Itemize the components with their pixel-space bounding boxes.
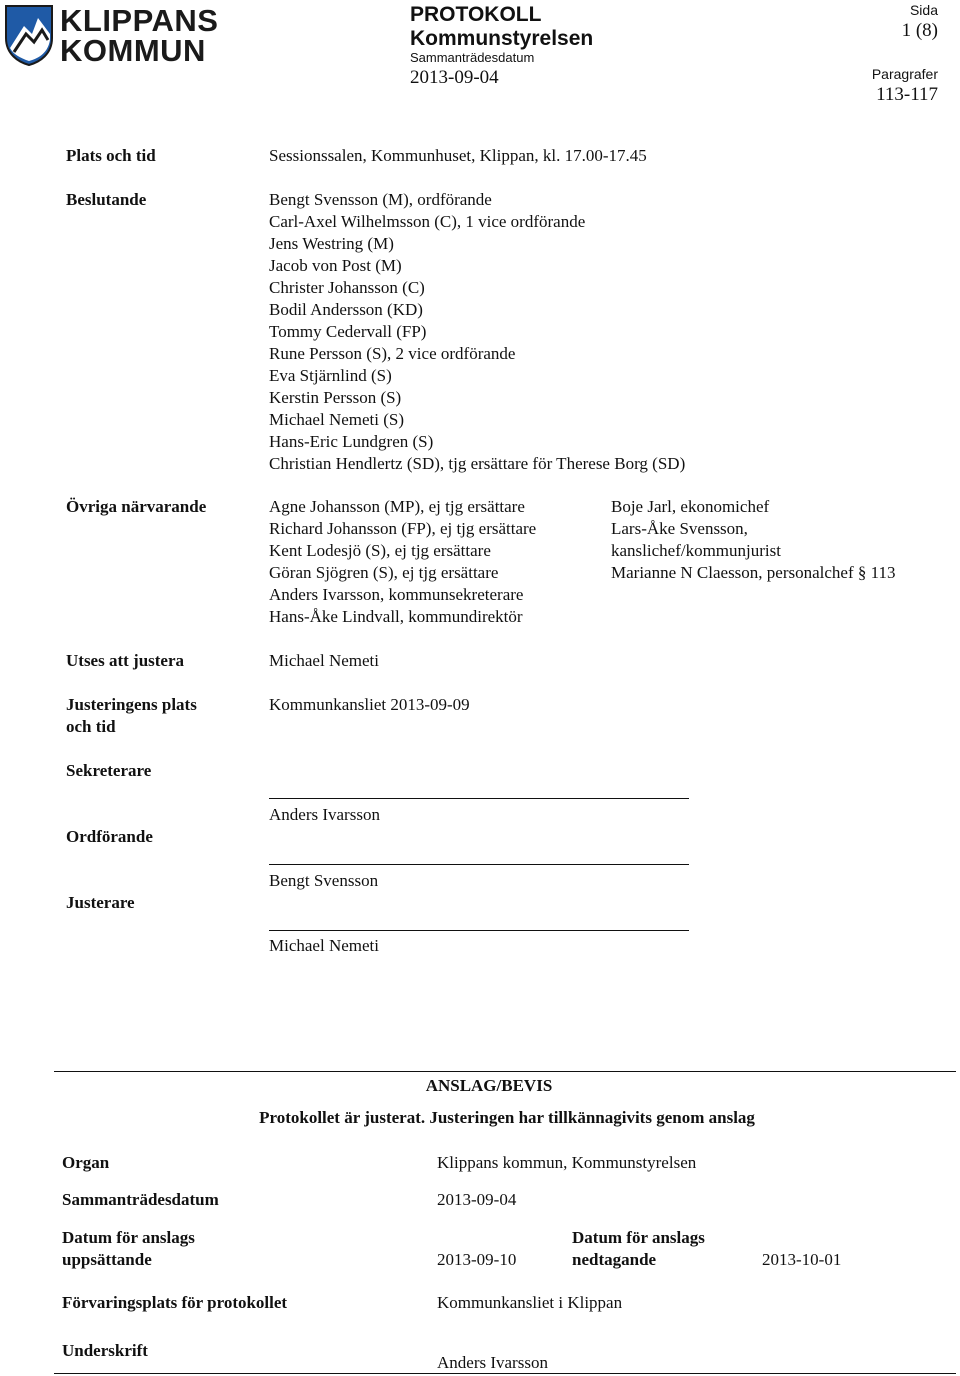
list-item: Tommy Cedervall (FP) (269, 322, 427, 341)
secretary-label: Sekreterare (66, 761, 152, 780)
anslag-divider-bottom (54, 1373, 956, 1374)
anslag-divider-top (54, 1071, 956, 1072)
secretary-signature-line (269, 798, 689, 799)
list-item: Lars-Åke Svensson, (611, 519, 748, 538)
adjuster-name: Michael Nemeti (269, 936, 379, 955)
removal-date-label-line2: nedtagande (572, 1250, 657, 1269)
list-item: Kent Lodesjö (S), ej tjg ersättare (269, 541, 491, 560)
signature-label: Underskrift (62, 1341, 148, 1360)
adjust-place-value: Kommunkansliet 2013-09-09 (269, 695, 470, 714)
posting-date-label-line2: uppsättande (62, 1250, 152, 1269)
deciding-list (269, 189, 685, 475)
municipality-logo (4, 3, 219, 68)
anslag-title: ANSLAG/BEVIS (425, 1076, 553, 1095)
posting-date-label-line1: Datum för anslags (62, 1228, 195, 1247)
posting-date-value: 2013-09-10 (437, 1250, 517, 1269)
page-number: 1 (8) (901, 20, 938, 41)
adjuster-label: Justerare (66, 893, 135, 912)
list-item: Bengt Svensson (M), ordförande (269, 190, 492, 209)
anslag-subtitle: Protokollet är justerat. Justeringen har tillkännagivits genom anslag (259, 1108, 755, 1127)
paragraphs-range: 113-117 (876, 84, 938, 105)
list-item: Carl-Axel Wilhelmsson (C), 1 vice ordförande (269, 212, 586, 231)
others-present-label: Övriga närvarande (66, 497, 207, 516)
list-item: Agne Johansson (MP), ej tjg ersättare (269, 497, 525, 516)
deciding-label: Beslutande (66, 190, 147, 209)
list-item: Marianne N Claesson, personalchef § 113 (611, 563, 896, 582)
secretary-name: Anders Ivarsson (269, 805, 380, 824)
organ-label: Organ (62, 1153, 110, 1172)
place-time-label: Plats och tid (66, 146, 156, 165)
place-time-value: Sessionssalen, Kommunhuset, Klippan, kl. 17.00-17.45 (269, 146, 647, 165)
list-item: Kerstin Persson (S) (269, 388, 402, 407)
list-item: Rune Persson (S), 2 vice ordförande (269, 344, 516, 363)
others-present-list-right (611, 496, 896, 584)
list-item: Anders Ivarsson, kommunsekreterare (269, 585, 524, 604)
logo-text-line1: KLIPPANS (60, 3, 219, 38)
storage-label: Förvaringsplats för protokollet (62, 1293, 288, 1312)
others-present-list-left (269, 496, 536, 628)
list-item: Göran Sjögren (S), ej tjg ersättare (269, 563, 499, 582)
logo-text-line2: KOMMUN (60, 33, 206, 68)
adjuster-signature-line (269, 930, 689, 931)
list-item: Eva Stjärnlind (S) (269, 366, 392, 385)
adjust-place-label-line2: och tid (66, 717, 116, 736)
removal-date-value: 2013-10-01 (762, 1250, 842, 1269)
list-item: Christian Hendlertz (SD), tjg ersättare för Therese Borg (SD) (269, 454, 686, 473)
organ-value: Klippans kommun, Kommunstyrelsen (437, 1153, 697, 1172)
adjust-place-label-line1: Justeringens plats (66, 695, 197, 714)
chair-signature-line (269, 864, 689, 865)
chair-label: Ordförande (66, 827, 153, 846)
list-item: Christer Johansson (C) (269, 278, 425, 297)
anslag-meeting-date-value: 2013-09-04 (437, 1190, 517, 1209)
removal-date-label-line1: Datum för anslags (572, 1228, 705, 1247)
list-item: Bodil Andersson (KD) (269, 300, 423, 319)
signature-value: Anders Ivarsson (437, 1353, 548, 1372)
coat-of-arms-icon (4, 4, 54, 66)
anslag-meeting-date-label: Sammanträdesdatum (62, 1190, 219, 1209)
list-item: Hans-Eric Lundgren (S) (269, 432, 434, 451)
list-item: Richard Johansson (FP), ej tjg ersättare (269, 519, 537, 538)
storage-value: Kommunkansliet i Klippan (437, 1293, 623, 1312)
paragraphs-label: Paragrafer (871, 66, 938, 82)
list-item: Jacob von Post (M) (269, 256, 402, 275)
list-item: Hans-Åke Lindvall, kommundirektör (269, 607, 523, 626)
meeting-date-label: Sammanträdesdatum (410, 50, 535, 65)
list-item: Boje Jarl, ekonomichef (611, 497, 770, 516)
list-item: Michael Nemeti (S) (269, 410, 405, 429)
adjuster-appointed-value: Michael Nemeti (269, 651, 379, 670)
chair-name: Bengt Svensson (269, 871, 379, 890)
list-item: kanslichef/kommunjurist (611, 541, 781, 560)
adjuster-appointed-label: Utses att justera (66, 651, 185, 670)
meeting-date: 2013-09-04 (410, 67, 499, 88)
list-item: Jens Westring (M) (269, 234, 394, 253)
page-label: Sida (909, 2, 938, 18)
document-type: PROTOKOLL (410, 3, 542, 26)
committee-name: Kommunstyrelsen (410, 27, 594, 50)
